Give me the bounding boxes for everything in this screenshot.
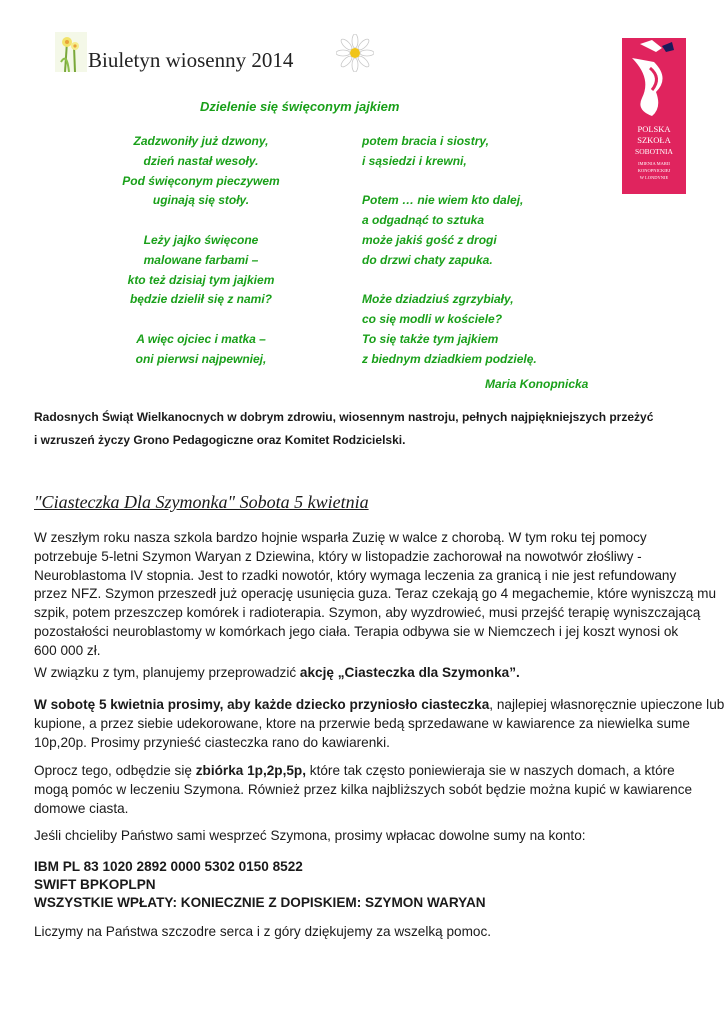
paragraph-line: przez NFZ. Szymon przeszedł już operację usunięcia guza. Teraz czekają go 4 megachemie, które wyniszczą mu — [34, 586, 717, 602]
paragraph-line: szpik, potem przeszczep komórek i radioterapia. Szymon, aby wyzdrowieć, musi przejść terapię wyniszczającą — [34, 605, 701, 621]
logo-sub2: KONOPNICKIEJ — [637, 168, 671, 173]
paragraph-line: 10p,20p. Prosimy przynieść ciasteczka rano do kawiarenki. — [34, 734, 390, 750]
paragraph-text: Oprocz tego, odbędzie się — [34, 763, 196, 778]
article-paragraph-3 — [34, 696, 725, 752]
coin-collection: zbiórka 1p,2p,5p, — [195, 763, 307, 778]
poem-line: co się modli w kościele? — [362, 312, 503, 327]
paragraph-line: kupione, a przez siebie udekorowane, ktore na przerwie bedą sprzedawane w kawiarence za niewielka sume — [34, 715, 690, 731]
greeting-line: i wzruszeń życzy Grono Pedagogiczne oraz Komitet Rodzicielski. — [34, 433, 406, 447]
poem-line: To się także tym jajkiem — [362, 331, 499, 346]
easter-greeting — [34, 406, 694, 452]
poem-line: uginają się stoły. — [152, 193, 250, 208]
logo-sub1: IMIENIA MARII — [638, 161, 670, 166]
paragraph-text: które tak często poniewieraja sie w naszych domach, a które — [306, 763, 675, 778]
article-paragraph-6 — [34, 923, 694, 942]
greeting-line: Radosnych Świąt Wielkanocnych w dobrym zdrowiu, wiosennym nastroju, pełnych najpiękniejszych przeżyć — [34, 410, 654, 424]
article-paragraph-2 — [34, 664, 694, 683]
poem-line: potem bracia i siostry, — [362, 134, 489, 148]
poem-line: A więc ojciec i matka – — [136, 331, 266, 346]
poem-line: dzień nastał wesoły. — [143, 153, 259, 168]
poem-line — [362, 271, 622, 291]
poem-right-column — [362, 132, 622, 370]
swift-code: SWIFT BPKOPLPN — [34, 877, 156, 892]
school-logo — [622, 38, 686, 194]
bake-sale-date: W sobotę 5 kwietnia prosimy, aby każde dziecko przyniosło ciasteczka — [34, 697, 490, 712]
section-title: "Ciasteczka Dla Szymonka" Sobota 5 kwietnia — [34, 492, 369, 512]
bank-account-number: IBM PL 83 1020 2892 0000 5302 0150 8522 — [34, 859, 303, 874]
poem-line: do drzwi chaty zapuka. — [362, 252, 493, 267]
paragraph-text: , najlepiej własnoręcznie upieczone lub — [489, 697, 725, 712]
poem-title: Dzielenie się święconym jajkiem — [200, 99, 400, 114]
poem-line: Może dziadziuś zgrzybiały, — [362, 292, 514, 307]
article-paragraph-5 — [34, 827, 694, 846]
logo-sub3: W LONDYNIE — [639, 175, 669, 180]
paragraph-line: pozostałości neuroblastomy w komórkach jego ciała. Terapia odbywa sie w Niemczech i jej koszt wynosi ok — [34, 623, 679, 639]
paragraph-line: Neuroblastoma IV stopnia. Jest to rzadki nowotór, który wymaga leczenia za granicą i nie jest refundowany — [34, 567, 677, 583]
poem-line: Pod święconym pieczywem — [122, 173, 280, 188]
poem-line: Leży jajko święcone — [143, 232, 259, 247]
poem-line — [362, 172, 622, 192]
daisy-flower-icon — [336, 34, 374, 72]
paragraph-line: potrzebuje 5-letni Szymon Waryan z Dziewina, który w listopadzie zachorował na nowotwór złośliwy - — [34, 548, 642, 564]
bank-details — [34, 858, 486, 912]
poem-line: oni pierwsi najpewniej, — [135, 351, 267, 366]
poem-line: kto też dzisiaj tym jajkiem — [127, 272, 275, 287]
bulletin-title: Biuletyn wiosenny 2014 — [88, 48, 294, 72]
article-paragraph-1 — [34, 529, 717, 661]
poem-line: Zadzwoniły już dzwony, — [133, 134, 269, 148]
poem-line: i sąsiedzi i krewni, — [362, 153, 467, 168]
paragraph-text: W związku z tym, planujemy przeprowadzić — [34, 665, 300, 680]
poem-line: będzie dzielił się z nami? — [129, 292, 273, 307]
payment-reference: WSZYSTKIE WPŁATY: KONIECZNIE Z DOPISKIEM: SZYMON WARYAN — [34, 895, 486, 910]
poem-line: Potem … nie wiem kto dalej, — [362, 193, 524, 208]
logo-line1: POLSKA — [637, 124, 671, 134]
logo-line3: SOBOTNIA — [635, 147, 673, 156]
poem-line: może jakiś gość z drogi — [362, 232, 497, 247]
narcissus-flower-icon — [55, 32, 87, 72]
poem-line: malowane farbami – — [143, 252, 259, 267]
paragraph-line: W zeszłym roku nasza szkola bardzo hojnie wsparła Zuzię w walce z chorobą. W tym roku tej pomocy — [34, 530, 647, 545]
logo-line2: SZKOŁA — [637, 135, 671, 145]
poem-line — [96, 211, 306, 231]
campaign-name: akcję „Ciasteczka dla Szymonka”. — [299, 665, 520, 680]
paragraph-line: domowe ciasta. — [34, 800, 129, 816]
poem-line — [96, 310, 306, 330]
paragraph-line: Jeśli chcieliby Państwo sami wesprzeć Szymona, prosimy wpłacac dowolne sumy na konto: — [34, 828, 586, 843]
poem-author: Maria Konopnicka — [485, 377, 589, 391]
paragraph-line: mogą pomóc w leczeniu Szymona. Również przez kilka najbliższych sobót będzie można kupić w kawiarence — [34, 781, 693, 797]
poem-left-column — [96, 132, 306, 370]
poem-line: a odgadnąć to sztuka — [362, 213, 485, 228]
paragraph-line: 600 000 zł. — [34, 642, 101, 658]
article-paragraph-4 — [34, 762, 694, 818]
paragraph-line: Liczymy na Państwa szczodre serca i z góry dziękujemy za wszelką pomoc. — [34, 924, 492, 939]
poem-line: z biednym dziadkiem podzielę. — [362, 351, 537, 366]
